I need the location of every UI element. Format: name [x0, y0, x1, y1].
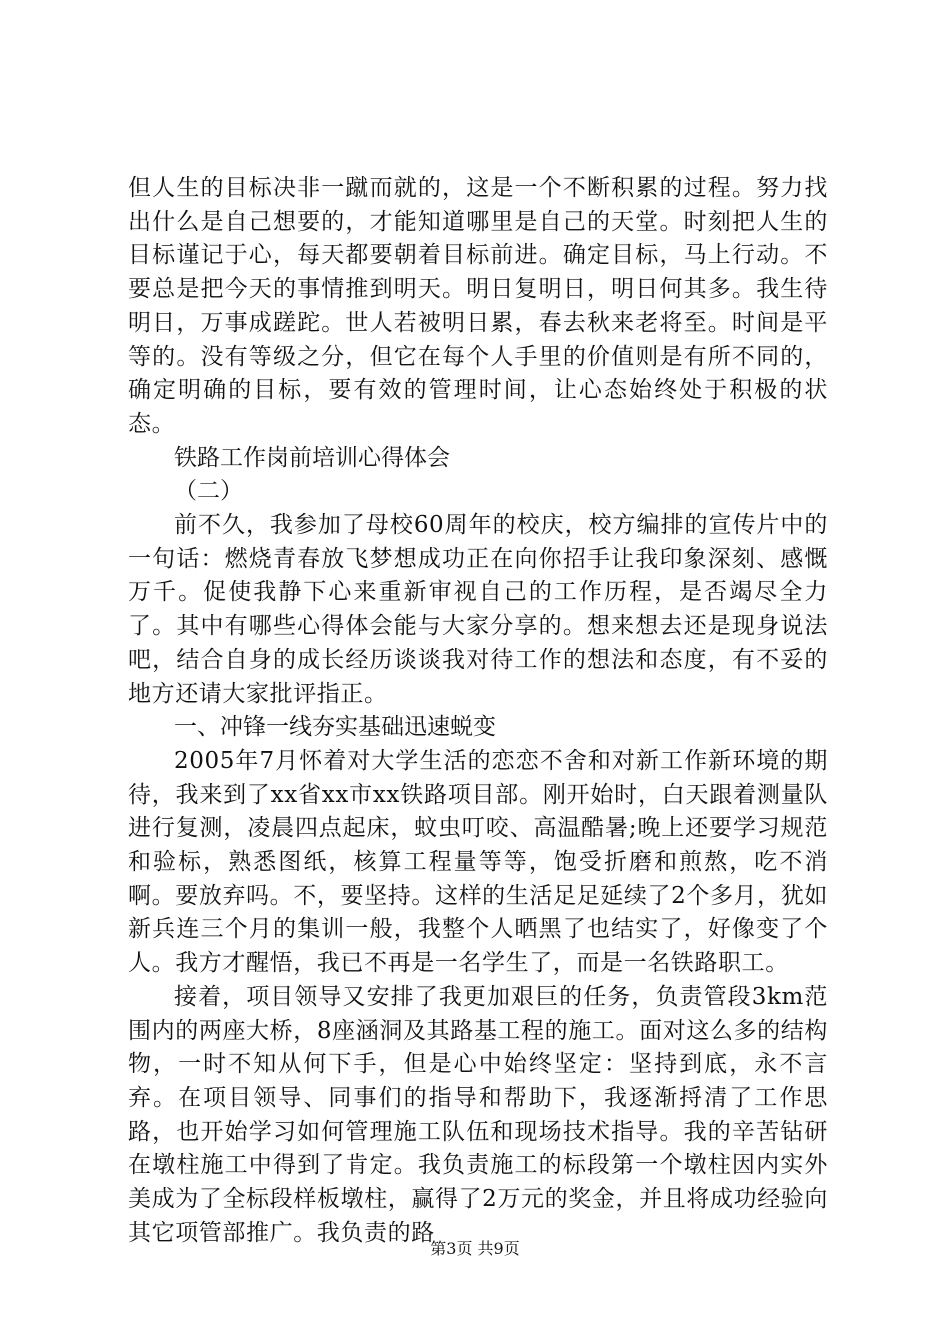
page-footer: 第3页 共9页 [430, 1239, 520, 1258]
paragraph-bridge-project: 接着，项目领导又安排了我更加艰巨的任务，负责管段3km范围内的两座大桥，8座涵洞及其路基工程的施工。面对这么多的结构物，一时不知从何下手，但是心中始终坚定：坚持到底，永不言弃。在项目领导、同事们的指导和帮助下，我逐渐捋清了工作思路，也开始学习如何管理施工队伍和现场技术指导。我的辛苦钻研在墩柱施工中得到了肯定。我负责施工的标段第一个墩柱因内实外美成为了全标段样板墩柱，赢得了2万元的奖金，并且将成功经验向其它项管部推广。我负责的路 [128, 983, 828, 1246]
article-title: 铁路工作岗前培训心得体会 [174, 444, 450, 471]
article-part-number: （二） [174, 478, 243, 505]
paragraph-intro: 前不久，我参加了母校60周年的校庆，校方编排的宣传片中的一句话：燃烧青春放飞梦想成功正在向你招手让我印象深刻、感慨万千。促使我静下心来重新审视自己的工作历程，是否竭尽全力了。其中有哪些心得体会能与大家分享的。想来想去还是现身说法吧，结合自身的成长经历谈谈我对待工作的想法和态度，有不妥的地方还请大家批评指正。 [128, 512, 828, 707]
section-heading: 一、冲锋一线夯实基础迅速蜕变 [174, 714, 496, 741]
document-body [128, 172, 828, 1251]
paragraph-first-job: 2005年7月怀着对大学生活的恋恋不舍和对新工作新环境的期待，我来到了xx省xx市xx铁路项目部。刚开始时，白天跟着测量队进行复测，凌晨四点起床，蚊虫叮咬、高温酷暑;晚上还要学习规范和验标，熟悉图纸，核算工程量等等，饱受折磨和煎熬，吃不消啊。要放弃吗。不，要坚持。这样的生活足足延续了2个多月，犹如新兵连三个月的集训一般，我整个人晒黑了也结实了，好像变了个人。我方才醒悟，我已不再是一名学生了，而是一名铁路职工。 [128, 747, 828, 977]
paragraph-goals: 但人生的目标决非一蹴而就的，这是一个不断积累的过程。努力找出什么是自己想要的，才能知道哪里是自己的天堂。时刻把人生的目标谨记于心，每天都要朝着目标前进。确定目标，马上行动。不要总是把今天的事情推到明天。明日复明日，明日何其多。我生待明日，万事成蹉跎。世人若被明日累，春去秋来老将至。时间是平等的。没有等级之分，但它在每个人手里的价值则是有所不同的，确定明确的目标，要有效的管理时间，让心态始终处于积极的状态。 [128, 175, 828, 437]
